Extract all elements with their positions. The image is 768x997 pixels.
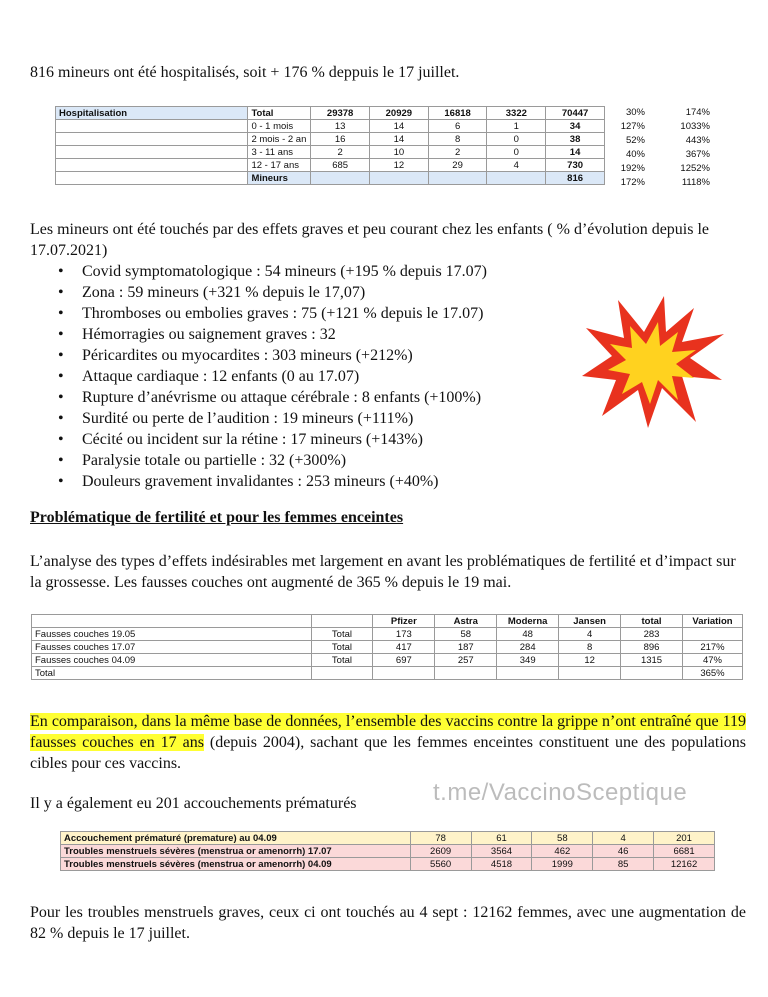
table-cell: 70447 bbox=[546, 107, 605, 120]
list-item: • Paralysie totale ou partielle : 32 (+300%) bbox=[30, 450, 650, 471]
miscarriage-table bbox=[31, 614, 743, 680]
table-cell: Troubles menstruels sévères (menstrua or amenorrh) 17.07 bbox=[61, 845, 411, 858]
table-cell: 29378 bbox=[311, 107, 370, 120]
table-cell: Astra bbox=[435, 615, 497, 628]
table-row bbox=[56, 107, 605, 120]
table-cell: 29 bbox=[428, 159, 487, 172]
table-cell: 48 bbox=[497, 628, 559, 641]
table-row bbox=[56, 120, 605, 133]
list-item: • Covid symptomatologique : 54 mineurs (+195 % depuis 17.07) bbox=[30, 261, 650, 282]
table-cell: 2 mois - 2 an bbox=[248, 133, 311, 146]
closing-paragraph: Pour les troubles menstruels graves, ceux ci ont touchés au 4 sept : 12162 femmes, avec une augmentation de 82 % depuis le 17 juillet. bbox=[30, 904, 746, 942]
table-cell: 816 bbox=[546, 172, 605, 185]
table-cell: 5560 bbox=[410, 858, 471, 871]
table-cell bbox=[32, 615, 312, 628]
table-cell: 14 bbox=[369, 120, 428, 133]
table-cell: Total bbox=[248, 107, 311, 120]
table-cell: 58 bbox=[532, 832, 593, 845]
table-cell bbox=[497, 667, 559, 680]
table-cell: Jansen bbox=[559, 615, 621, 628]
table-cell: 2 bbox=[428, 146, 487, 159]
table-cell: Total bbox=[311, 654, 373, 667]
list-item: • Rupture d’anévrisme ou attaque cérébrale : 8 enfants (+100%) bbox=[30, 387, 650, 408]
hosp-pct-col-a bbox=[605, 106, 645, 190]
list-item: • Zona : 59 mineurs (+321 % depuis le 17,07) bbox=[30, 282, 650, 303]
table-cell: total bbox=[621, 615, 683, 628]
table-cell: Fausses couches 17.07 bbox=[32, 641, 312, 654]
table-cell: 85 bbox=[593, 858, 654, 871]
table-cell: Mineurs bbox=[248, 172, 311, 185]
table-row bbox=[61, 832, 715, 845]
table-cell: 4 bbox=[487, 159, 546, 172]
effects-intro: Les mineurs ont été touchés par des effets graves et peu courant chez les enfants ( % d’évolution depuis le 17.07.2021) bbox=[30, 221, 710, 259]
comparison-paragraph bbox=[30, 711, 746, 774]
table-cell: 14 bbox=[546, 146, 605, 159]
pct-value: 174% bbox=[685, 107, 710, 118]
table-cell: 12 bbox=[369, 159, 428, 172]
table-cell bbox=[487, 172, 546, 185]
pct-value: 1118% bbox=[681, 177, 710, 188]
table-cell bbox=[621, 667, 683, 680]
table-cell: 284 bbox=[497, 641, 559, 654]
table-cell: 8 bbox=[559, 641, 621, 654]
table-cell: 20929 bbox=[369, 107, 428, 120]
list-item: • Péricardites ou myocardites : 303 mineurs (+212%) bbox=[30, 345, 650, 366]
table-cell: 365% bbox=[682, 667, 742, 680]
pct-value: 192% bbox=[620, 163, 645, 174]
intro-text: 816 mineurs ont été hospitalisés, soit + 176 % deppuis le 17 juillet. bbox=[30, 64, 460, 81]
table-cell: 6681 bbox=[654, 845, 715, 858]
table-cell: 896 bbox=[621, 641, 683, 654]
pct-value: 30% bbox=[625, 107, 645, 118]
table-cell bbox=[311, 172, 370, 185]
table-cell: Moderna bbox=[497, 615, 559, 628]
table-cell: 38 bbox=[546, 133, 605, 146]
table-cell: 3 - 11 ans bbox=[248, 146, 311, 159]
pct-value: 172% bbox=[620, 177, 645, 188]
pct-value: 1033% bbox=[680, 121, 710, 132]
table-cell: 2609 bbox=[410, 845, 471, 858]
table-cell: 0 bbox=[487, 133, 546, 146]
table-cell: 685 bbox=[311, 159, 370, 172]
table-cell: 16818 bbox=[428, 107, 487, 120]
pct-value: 367% bbox=[685, 149, 710, 160]
table-cell: 47% bbox=[682, 654, 742, 667]
table-cell bbox=[56, 146, 248, 159]
comparison-rest: (depuis 2004), sachant que les femmes enceintes constituent une des populations cibles pour ces vaccins. bbox=[30, 734, 746, 772]
table-cell: 6 bbox=[428, 120, 487, 133]
table-cell bbox=[373, 667, 435, 680]
table-cell: 14 bbox=[369, 133, 428, 146]
table-cell: Variation bbox=[682, 615, 742, 628]
table-cell bbox=[311, 615, 373, 628]
table-cell: 1 bbox=[487, 120, 546, 133]
comparison-highlight: En comparaison, dans la même base de données, l’ensemble des vaccins contre la grippe n’ont entraîné que 119 fausses couches en 17 ans bbox=[30, 713, 746, 751]
table-cell: Fausses couches 04.09 bbox=[32, 654, 312, 667]
pct-value: 127% bbox=[620, 121, 645, 132]
effects-list bbox=[30, 261, 650, 492]
table-cell: 2 bbox=[311, 146, 370, 159]
table-row bbox=[61, 845, 715, 858]
table-cell: 201 bbox=[654, 832, 715, 845]
table-cell: 4 bbox=[559, 628, 621, 641]
table-cell: 697 bbox=[373, 654, 435, 667]
table-row bbox=[56, 146, 605, 159]
table-cell: 349 bbox=[497, 654, 559, 667]
fertility-heading: Problématique de fertilité et pour les femmes enceintes bbox=[30, 509, 404, 526]
table-cell: 78 bbox=[410, 832, 471, 845]
table-row bbox=[56, 172, 605, 185]
table-cell: Fausses couches 19.05 bbox=[32, 628, 312, 641]
watermark: t.me/VaccinoSceptique bbox=[433, 779, 688, 806]
table-cell: 34 bbox=[546, 120, 605, 133]
list-item: • Douleurs gravement invalidantes : 253 mineurs (+40%) bbox=[30, 471, 650, 492]
table-cell bbox=[428, 172, 487, 185]
table-cell: 217% bbox=[682, 641, 742, 654]
table-cell: 58 bbox=[435, 628, 497, 641]
table-cell: 12 bbox=[559, 654, 621, 667]
table-cell: 462 bbox=[532, 845, 593, 858]
table-row bbox=[56, 159, 605, 172]
table-cell: 283 bbox=[621, 628, 683, 641]
table-cell bbox=[682, 628, 742, 641]
table-cell: 173 bbox=[373, 628, 435, 641]
collision-explosion-icon bbox=[578, 292, 728, 432]
pct-value: 1252% bbox=[680, 163, 710, 174]
pct-value: 40% bbox=[625, 149, 645, 160]
list-item: • Cécité ou incident sur la rétine : 17 mineurs (+143%) bbox=[30, 429, 650, 450]
pct-value: 52% bbox=[625, 135, 645, 146]
table-cell: 187 bbox=[435, 641, 497, 654]
table-cell: 3322 bbox=[487, 107, 546, 120]
table-cell bbox=[559, 667, 621, 680]
table-cell bbox=[435, 667, 497, 680]
table-cell bbox=[56, 120, 248, 133]
table-cell: Hospitalisation bbox=[56, 107, 248, 120]
list-item: • Thromboses ou embolies graves : 75 (+121 % depuis le 17.07) bbox=[30, 303, 650, 324]
table-cell: 1999 bbox=[532, 858, 593, 871]
table-cell: 417 bbox=[373, 641, 435, 654]
table-row bbox=[32, 667, 743, 680]
table-cell: 0 bbox=[487, 146, 546, 159]
table-cell: 257 bbox=[435, 654, 497, 667]
table-cell: 4 bbox=[593, 832, 654, 845]
table-cell: 4518 bbox=[471, 858, 532, 871]
hospitalisation-table bbox=[55, 106, 605, 185]
table-cell: Troubles menstruels sévères (menstrua or amenorrh) 04.09 bbox=[61, 858, 411, 871]
table-cell: Total bbox=[311, 628, 373, 641]
table-row bbox=[32, 628, 743, 641]
table-row bbox=[32, 654, 743, 667]
table-cell: 13 bbox=[311, 120, 370, 133]
table-cell bbox=[56, 133, 248, 146]
table-cell: 8 bbox=[428, 133, 487, 146]
fertility-paragraph: L’analyse des types d’effets indésirables met largement en avant les problématiques de fertilité et d’impact sur la grossesse. Les fausses couches ont augmenté de 365 % depuis le 19 mai. bbox=[30, 553, 736, 591]
list-item: • Hémorragies ou saignement graves : 32 bbox=[30, 324, 650, 345]
table-cell: 12 - 17 ans bbox=[248, 159, 311, 172]
table-cell bbox=[311, 667, 373, 680]
table-cell bbox=[369, 172, 428, 185]
list-item: • Attaque cardiaque : 12 enfants (0 au 17.07) bbox=[30, 366, 650, 387]
table-cell: 61 bbox=[471, 832, 532, 845]
table-cell: 46 bbox=[593, 845, 654, 858]
premature-line: Il y a également eu 201 accouchements prématurés bbox=[30, 795, 357, 812]
table-header-row bbox=[32, 615, 743, 628]
table-cell: 1315 bbox=[621, 654, 683, 667]
table-row bbox=[56, 133, 605, 146]
table-cell bbox=[56, 172, 248, 185]
table-cell: 3564 bbox=[471, 845, 532, 858]
list-item: • Surdité ou perte de l’audition : 19 mineurs (+111%) bbox=[30, 408, 650, 429]
pct-value: 443% bbox=[685, 135, 710, 146]
table-row bbox=[61, 858, 715, 871]
table-cell: Pfizer bbox=[373, 615, 435, 628]
table-cell: 12162 bbox=[654, 858, 715, 871]
table-cell: 730 bbox=[546, 159, 605, 172]
table-cell: 0 - 1 mois bbox=[248, 120, 311, 133]
hosp-pct-col-b bbox=[650, 106, 710, 190]
table-cell: Total bbox=[311, 641, 373, 654]
table-row bbox=[32, 641, 743, 654]
table-cell: Accouchement prématuré (premature) au 04.09 bbox=[61, 832, 411, 845]
table-cell: 10 bbox=[369, 146, 428, 159]
table-cell: 16 bbox=[311, 133, 370, 146]
premature-table bbox=[60, 831, 715, 871]
table-cell: Total bbox=[32, 667, 312, 680]
table-cell bbox=[56, 159, 248, 172]
